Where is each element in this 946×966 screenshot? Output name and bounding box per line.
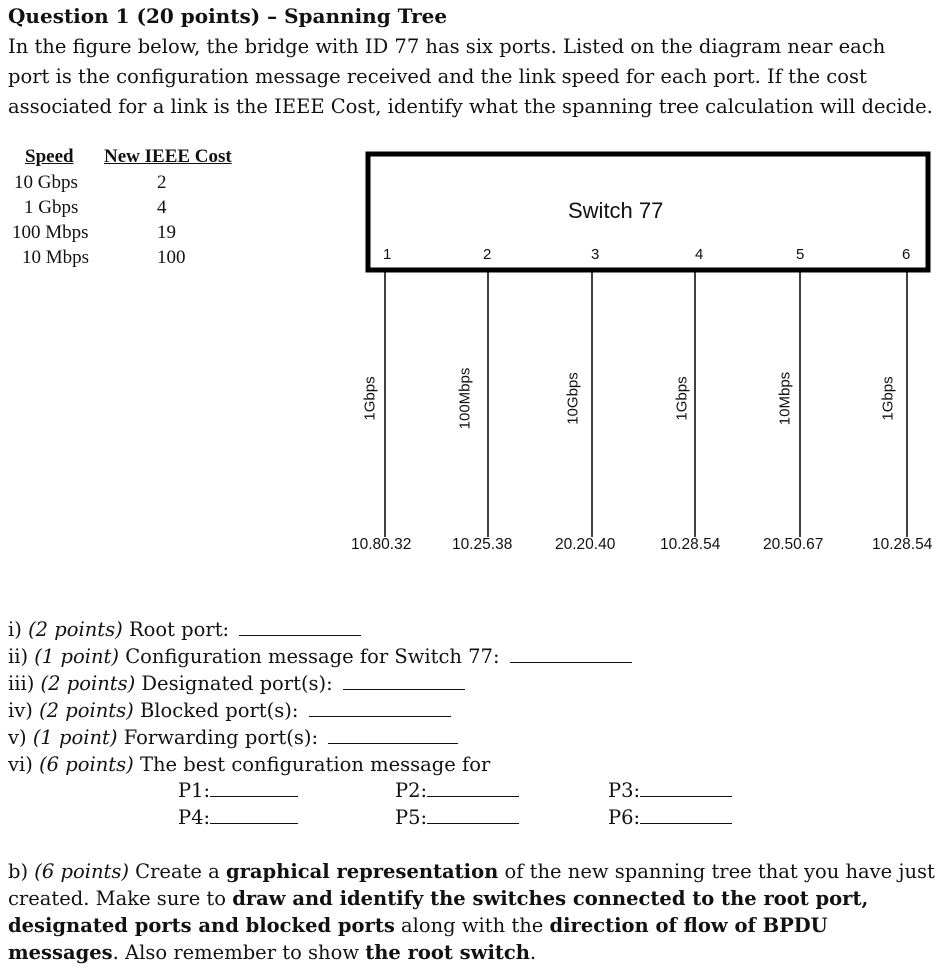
port-answer-label: P3: [608, 779, 641, 802]
part-b-text: . [529, 941, 537, 964]
answer-p6 [608, 806, 732, 829]
port-number: 6 [902, 246, 911, 263]
cost-table-cost: 2 [157, 172, 167, 193]
cost-table-cost: 4 [157, 197, 167, 218]
link-speed-label: 100Mbps [456, 367, 474, 430]
question-number: ii) [8, 645, 29, 668]
answer-blank[interactable] [328, 742, 458, 744]
answer-blank[interactable] [427, 822, 519, 824]
cost-table-cost: 100 [157, 247, 186, 268]
link-speed-label: 10Gbps [564, 372, 582, 425]
question-number: v) [8, 726, 27, 749]
question-text: Forwarding port(s): [123, 726, 319, 749]
cost-table-speed: 10 Gbps [14, 172, 78, 193]
question-number: iv) [8, 699, 33, 722]
port-number: 2 [483, 246, 492, 263]
question-forwarding-ports [8, 726, 458, 749]
part-b-instructions [8, 858, 938, 966]
part-b-text: Create a [128, 860, 226, 883]
config-message: 20.20.40 [555, 536, 616, 553]
answer-blank[interactable] [427, 795, 519, 797]
question-text: Designated port(s): [141, 672, 333, 695]
answer-blank[interactable] [210, 795, 298, 797]
link-speed-label: 1Gbps [673, 376, 691, 421]
answer-blank[interactable] [309, 715, 451, 717]
question-blocked-ports [8, 699, 451, 722]
part-b-emphasis: the root switch [365, 941, 530, 964]
part-b-text: . Also remember to show [112, 941, 366, 964]
config-message: 20.50.67 [763, 536, 824, 553]
answer-p2 [395, 779, 519, 802]
answer-p5 [395, 806, 519, 829]
answer-p3 [608, 779, 732, 802]
port-answer-label: P1: [178, 779, 211, 802]
answer-blank[interactable] [640, 795, 732, 797]
port-answer-label: P6: [608, 806, 641, 829]
answer-blank[interactable] [239, 634, 361, 636]
answer-p4 [178, 806, 298, 829]
part-b-points: (6 points) [34, 860, 129, 883]
port-number: 1 [383, 246, 392, 263]
question-points: (6 points) [39, 753, 134, 776]
question-text: Blocked port(s): [139, 699, 299, 722]
part-b-emphasis: direction of flow of BPDU messages [8, 914, 828, 964]
cost-table-cost: 19 [157, 222, 176, 243]
answer-blank[interactable] [210, 822, 298, 824]
question-config-message [8, 645, 632, 668]
question-root-port [8, 618, 361, 641]
port-answer-label: P4: [178, 806, 211, 829]
answer-blank[interactable] [343, 688, 465, 690]
port-number: 3 [591, 246, 600, 263]
question-text: The best configuration message for [139, 753, 491, 776]
intro-line-3: associated for a link is the IEEE Cost, identify what the spanning tree calculation will decide. [8, 95, 933, 118]
port-number: 5 [796, 246, 805, 263]
part-b-emphasis: graphical representation [226, 860, 499, 883]
part-b-text: along with the [394, 914, 550, 937]
question-best-config [8, 753, 490, 776]
intro-line-2: port is the configuration message received and the link speed for each port. If the cost [8, 65, 867, 88]
question-number: iii) [8, 672, 35, 695]
question-designated-ports [8, 672, 465, 695]
question-text: Root port: [128, 618, 230, 641]
config-message: 10.25.38 [452, 536, 513, 553]
question-points: (1 point) [32, 726, 118, 749]
question-text: Configuration message for Switch 77: [125, 645, 500, 668]
answer-blank[interactable] [510, 661, 632, 663]
answer-p1 [178, 779, 298, 802]
question-points: (1 point) [34, 645, 119, 668]
link-speed-label: 10Mbps [776, 371, 794, 426]
port-answer-label: P2: [395, 779, 428, 802]
question-number: vi) [8, 753, 33, 776]
config-message: 10.80.32 [351, 536, 412, 553]
port-answer-label: P5: [395, 806, 428, 829]
question-points: (2 points) [39, 699, 134, 722]
question-points: (2 points) [28, 618, 123, 641]
question-points: (2 points) [40, 672, 136, 695]
switch-label: Switch 77 [568, 198, 664, 223]
cost-table-speed: 10 Mbps [22, 247, 90, 268]
part-b-emphasis: draw and identify the switches connected to the root port, designated ports and blocked ports [8, 887, 869, 937]
question-title: Question 1 (20 points) – Spanning Tree [8, 4, 448, 28]
cost-table-speed: 100 Mbps [12, 222, 89, 243]
intro-line-1: In the figure below, the bridge with ID 77 has six ports. Listed on the diagram near each [8, 35, 886, 58]
link-speed-label: 1Gbps [361, 376, 379, 421]
answer-blank[interactable] [640, 822, 732, 824]
cost-table-speed: 1 Gbps [24, 197, 79, 218]
cost-table-header-cost: New IEEE Cost [104, 146, 232, 167]
part-b-lead: b) [8, 860, 35, 883]
link-speed-label: 1Gbps [879, 376, 897, 421]
cost-table-header-speed: Speed [25, 146, 74, 167]
config-message: 10.28.54 [872, 536, 933, 553]
part-b-text: of the new spanning tree that you have just created. Make sure to [8, 860, 935, 910]
question-number: i) [8, 618, 22, 641]
port-number: 4 [695, 246, 704, 263]
config-message: 10.28.54 [660, 536, 721, 553]
